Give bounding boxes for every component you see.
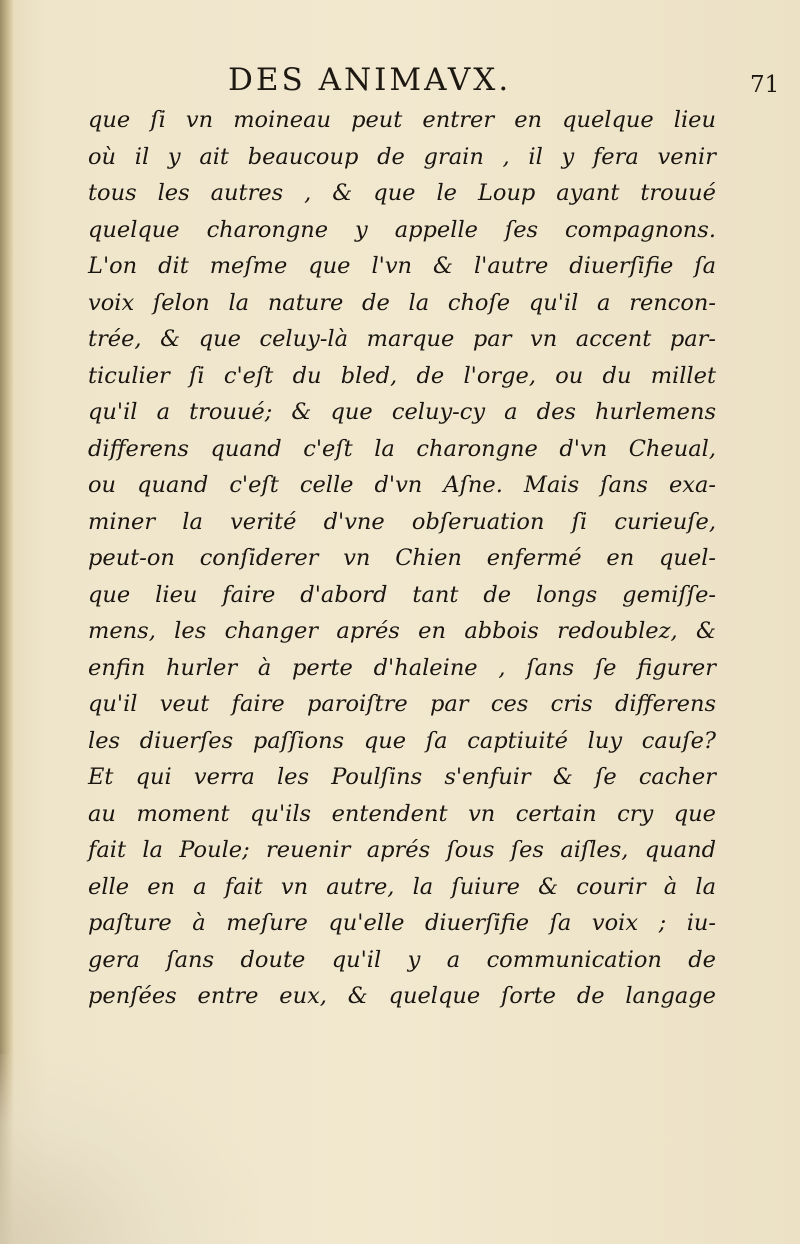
text-line: que lieu faire d'abord tant de longs gemiſſe-	[88, 581, 716, 608]
text-line: elle en a fait vn autre, la ſuiure & courir à la	[88, 873, 716, 900]
text-line: gera ſans doute qu'il y a communication de	[88, 946, 716, 973]
text-line: au moment qu'ils entendent vn certain cry que	[88, 800, 716, 827]
text-line: fait la Poule; reuenir aprés ſous ſes aiſles, quand	[88, 837, 716, 863]
text-line: differens quand c'eſt la charongne d'vn Cheual,	[88, 435, 716, 462]
text-line: mens, les changer aprés en abbois redoublez, &	[88, 618, 716, 644]
text-line: ticulier ſi c'eſt du bled, de l'orge, ou du millet	[88, 362, 716, 389]
text-line: penſées entre eux, & quelque ſorte de langage	[88, 983, 716, 1009]
running-title: DES ANIMAVX.	[228, 62, 512, 98]
text-line: les diuerſes paſſions que ſa captiuité luy cauſe?	[88, 727, 716, 754]
text-line: L'on dit meſme que l'vn & l'autre diuerſifie ſa	[88, 253, 716, 279]
text-line: qu'il veut faire paroiſtre par ces cris differens	[88, 691, 716, 717]
text-line: trée, & que celuy-là marque par vn accent par-	[88, 326, 716, 352]
text-line: ou quand c'eſt celle d'vn Aſne. Mais ſans exa-	[88, 472, 716, 498]
page-number: 71	[750, 72, 780, 98]
text-line: quelque charongne y appelle ſes compagnons.	[88, 216, 716, 243]
text-line: paſture à meſure qu'elle diuerſifie ſa voix ; iu-	[88, 910, 716, 936]
body-text	[88, 102, 716, 1015]
text-line: que ſi vn moineau peut entrer en quelque lieu	[88, 107, 716, 133]
text-line: miner la verité d'vne obſeruation ſi curieuſe,	[88, 508, 716, 535]
text-line: tous les autres , & que le Loup ayant trouué	[88, 180, 716, 206]
text-line: voix ſelon la nature de la choſe qu'il a rencon-	[88, 289, 716, 316]
paper-stain	[0, 1054, 260, 1244]
text-line: enfin hurler à perte d'haleine , ſans ſe figurer	[88, 654, 716, 681]
text-line: qu'il a trouué; & que celuy-cy a des hurlemens	[88, 399, 716, 425]
text-line: peut-on conſiderer vn Chien enfermé en quel-	[88, 545, 716, 571]
text-line: Et qui verra les Poulſins s'enfuir & ſe cacher	[88, 764, 716, 790]
text-line: où il y ait beaucoup de grain , il y fera venir	[88, 143, 716, 170]
